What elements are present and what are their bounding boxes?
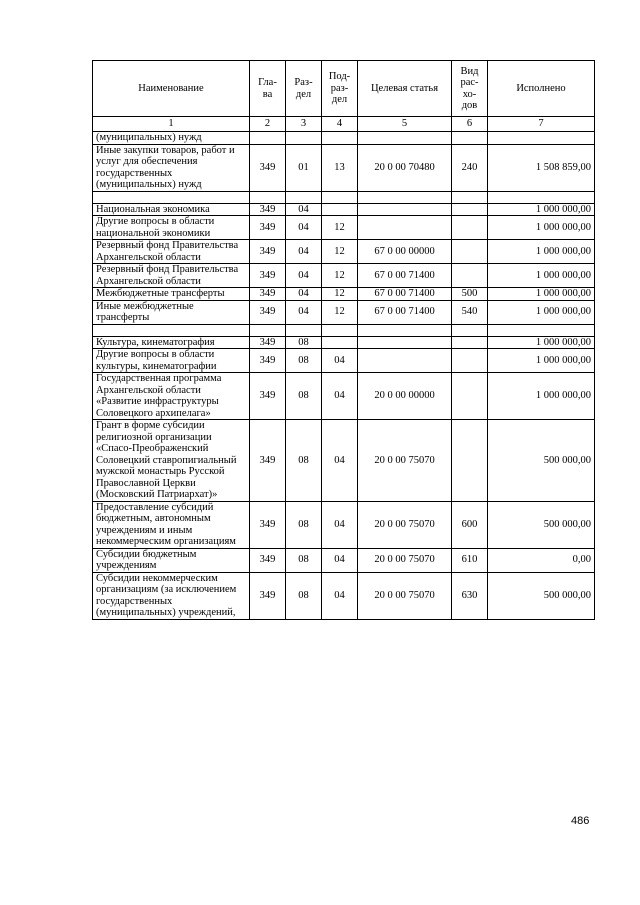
row-expense-type: 500: [452, 288, 488, 301]
row-target: 20 0 00 75070: [358, 420, 452, 502]
row-expense-type: 610: [452, 548, 488, 572]
row-executed: 1 000 000,00: [488, 336, 595, 349]
table-row: [93, 336, 595, 349]
header-name: Наименование: [93, 61, 250, 117]
row-target: 20 0 00 00000: [358, 373, 452, 420]
row-target: [358, 132, 452, 145]
table-row: [93, 548, 595, 572]
row-expense-type: 630: [452, 572, 488, 619]
budget-table: [92, 60, 595, 620]
row-name: Другие вопросы в области национальной экономики: [93, 216, 250, 240]
row-chapter: [250, 324, 286, 336]
row-name: Иные закупки товаров, работ и услуг для обеспечения государственных (муниципальных) нужд: [93, 144, 250, 191]
row-name: Национальная экономика: [93, 203, 250, 216]
row-expense-type: [452, 324, 488, 336]
row-subsection: [322, 203, 358, 216]
row-name: Государственная программа Архангельской области «Развитие инфраструктуры Соловецкого архипелага»: [93, 373, 250, 420]
row-executed: 1 000 000,00: [488, 216, 595, 240]
row-subsection: 04: [322, 572, 358, 619]
row-name: Субсидии бюджетным учреждениям: [93, 548, 250, 572]
row-chapter: 349: [250, 548, 286, 572]
column-number: 2: [250, 117, 286, 132]
header-target: Целевая статья: [358, 61, 452, 117]
row-name: Резервный фонд Правительства Архангельской области: [93, 240, 250, 264]
row-section: 04: [286, 264, 322, 288]
row-name: Грант в форме субсидии религиозной организации «Спасо-Преображенский Соловецкий ставропигиальный мужской монастырь Русской Православной Церкви (Московский Патриархат)»: [93, 420, 250, 502]
row-subsection: 12: [322, 300, 358, 324]
row-name: Предоставление субсидий бюджетным, автономным учреждениям и иным некоммерческим организациям: [93, 501, 250, 548]
row-section: 08: [286, 501, 322, 548]
row-executed: 1 000 000,00: [488, 203, 595, 216]
row-chapter: 349: [250, 216, 286, 240]
row-expense-type: 240: [452, 144, 488, 191]
column-number: 5: [358, 117, 452, 132]
row-section: 08: [286, 373, 322, 420]
row-expense-type: [452, 349, 488, 373]
table-row: [93, 144, 595, 191]
column-number: 3: [286, 117, 322, 132]
row-section: 04: [286, 203, 322, 216]
row-chapter: 349: [250, 349, 286, 373]
row-subsection: 04: [322, 349, 358, 373]
row-target: [358, 203, 452, 216]
row-expense-type: [452, 132, 488, 145]
row-executed: 0,00: [488, 548, 595, 572]
row-executed: [488, 324, 595, 336]
row-chapter: 349: [250, 240, 286, 264]
header-subsection: Под- раз- дел: [322, 61, 358, 117]
column-number: 7: [488, 117, 595, 132]
table-header-row: [93, 61, 595, 117]
table-body: [93, 132, 595, 620]
row-expense-type: [452, 264, 488, 288]
row-name: (муниципальных) нужд: [93, 132, 250, 145]
row-name: Межбюджетные трансферты: [93, 288, 250, 301]
row-name: Субсидии некоммерческим организациям (за исключением государственных (муниципальных) учреждений,: [93, 572, 250, 619]
row-executed: [488, 191, 595, 203]
row-target: 67 0 00 71400: [358, 300, 452, 324]
row-expense-type: [452, 203, 488, 216]
row-subsection: 13: [322, 144, 358, 191]
row-target: 20 0 00 75070: [358, 501, 452, 548]
row-chapter: [250, 132, 286, 145]
row-name: [93, 191, 250, 203]
row-section: 04: [286, 240, 322, 264]
row-name: Иные межбюджетные трансферты: [93, 300, 250, 324]
row-target: [358, 324, 452, 336]
table-row: [93, 132, 595, 145]
row-subsection: 12: [322, 216, 358, 240]
row-section: 08: [286, 548, 322, 572]
row-chapter: 349: [250, 203, 286, 216]
row-subsection: 04: [322, 373, 358, 420]
row-target: 67 0 00 71400: [358, 288, 452, 301]
row-target: [358, 349, 452, 373]
row-executed: 1 000 000,00: [488, 264, 595, 288]
table-row: [93, 373, 595, 420]
row-section: 04: [286, 288, 322, 301]
row-expense-type: [452, 373, 488, 420]
row-executed: 500 000,00: [488, 572, 595, 619]
table-row: [93, 240, 595, 264]
column-number-row: [93, 117, 595, 132]
table-row: [93, 203, 595, 216]
row-section: 04: [286, 300, 322, 324]
page-number: 486: [571, 815, 590, 827]
row-subsection: [322, 336, 358, 349]
row-expense-type: [452, 420, 488, 502]
row-target: [358, 191, 452, 203]
row-expense-type: [452, 240, 488, 264]
row-section: [286, 132, 322, 145]
row-subsection: 04: [322, 548, 358, 572]
row-executed: 1 000 000,00: [488, 240, 595, 264]
table-row: [93, 288, 595, 301]
header-section: Раз- дел: [286, 61, 322, 117]
row-executed: 500 000,00: [488, 420, 595, 502]
row-target: 67 0 00 71400: [358, 264, 452, 288]
row-target: 20 0 00 75070: [358, 548, 452, 572]
table-row: [93, 191, 595, 203]
table-row: [93, 324, 595, 336]
row-chapter: 349: [250, 501, 286, 548]
column-number: 4: [322, 117, 358, 132]
row-executed: 1 508 859,00: [488, 144, 595, 191]
table-row: [93, 300, 595, 324]
row-executed: 1 000 000,00: [488, 288, 595, 301]
row-section: 01: [286, 144, 322, 191]
table-row: [93, 420, 595, 502]
row-target: 67 0 00 00000: [358, 240, 452, 264]
row-subsection: [322, 191, 358, 203]
header-executed: Исполнено: [488, 61, 595, 117]
row-section: 08: [286, 336, 322, 349]
row-name: Культура, кинематография: [93, 336, 250, 349]
row-expense-type: 600: [452, 501, 488, 548]
row-executed: [488, 132, 595, 145]
row-chapter: 349: [250, 572, 286, 619]
row-subsection: 12: [322, 240, 358, 264]
row-section: 08: [286, 349, 322, 373]
row-executed: 1 000 000,00: [488, 349, 595, 373]
row-subsection: 12: [322, 288, 358, 301]
row-expense-type: 540: [452, 300, 488, 324]
row-section: 08: [286, 572, 322, 619]
row-subsection: 04: [322, 501, 358, 548]
row-target: 20 0 00 70480: [358, 144, 452, 191]
table-row: [93, 572, 595, 619]
header-chapter: Гла- ва: [250, 61, 286, 117]
row-expense-type: [452, 216, 488, 240]
row-target: [358, 216, 452, 240]
row-chapter: 349: [250, 373, 286, 420]
column-number: 1: [93, 117, 250, 132]
table-row: [93, 216, 595, 240]
column-number: 6: [452, 117, 488, 132]
row-chapter: [250, 191, 286, 203]
row-chapter: 349: [250, 420, 286, 502]
row-subsection: 04: [322, 420, 358, 502]
row-chapter: 349: [250, 336, 286, 349]
row-name: Резервный фонд Правительства Архангельской области: [93, 264, 250, 288]
row-chapter: 349: [250, 300, 286, 324]
row-name: [93, 324, 250, 336]
row-target: [358, 336, 452, 349]
table-row: [93, 349, 595, 373]
row-chapter: 349: [250, 144, 286, 191]
row-target: 20 0 00 75070: [358, 572, 452, 619]
row-subsection: 12: [322, 264, 358, 288]
row-executed: 1 000 000,00: [488, 300, 595, 324]
row-executed: 1 000 000,00: [488, 373, 595, 420]
row-section: [286, 324, 322, 336]
header-expense-type: Вид рас- хо- дов: [452, 61, 488, 117]
row-expense-type: [452, 336, 488, 349]
row-section: 08: [286, 420, 322, 502]
row-subsection: [322, 132, 358, 145]
row-chapter: 349: [250, 288, 286, 301]
row-chapter: 349: [250, 264, 286, 288]
row-section: 04: [286, 216, 322, 240]
table-row: [93, 264, 595, 288]
row-name: Другие вопросы в области культуры, кинематографии: [93, 349, 250, 373]
row-executed: 500 000,00: [488, 501, 595, 548]
row-expense-type: [452, 191, 488, 203]
row-section: [286, 191, 322, 203]
row-subsection: [322, 324, 358, 336]
table-row: [93, 501, 595, 548]
